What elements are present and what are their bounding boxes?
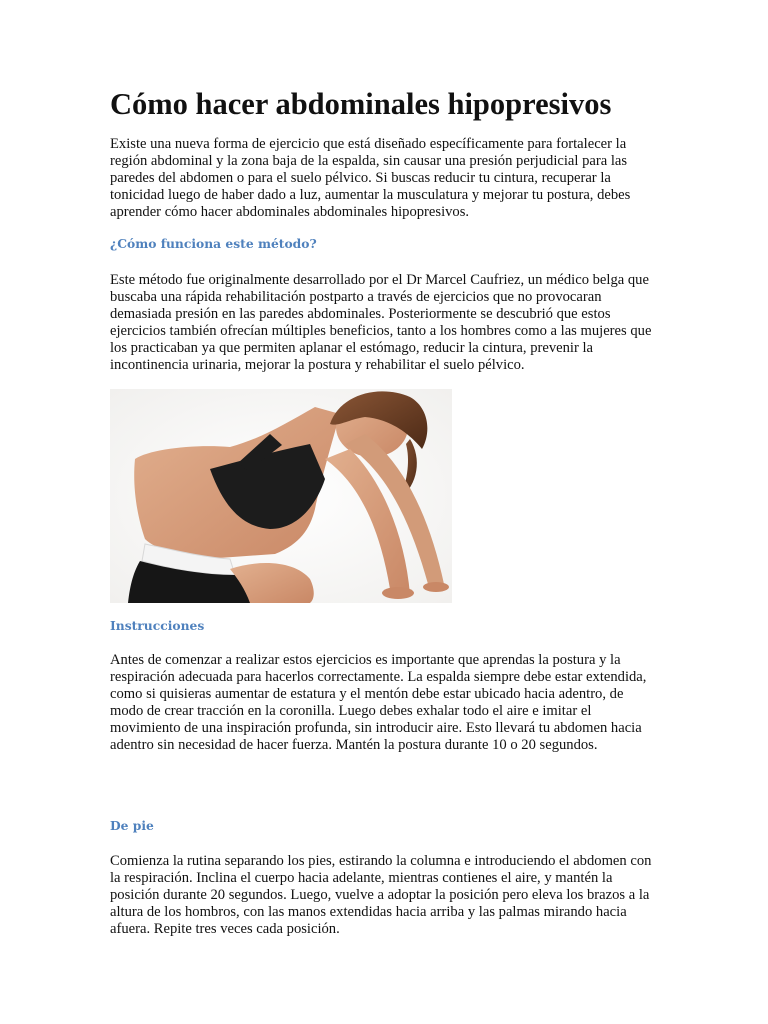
- section-heading-instrucciones: Instrucciones: [110, 618, 205, 633]
- section-body-como-funciona: Este método fue originalmente desarrollado por el Dr Marcel Caufriez, un médico belga que buscaba una rápida rehabilitación postparto a través de ejercicios que no provocaran demasiada presión en las paredes abdominales. Posteriormente se descubrió que estos ejercicios también ofrecían múltiples beneficios, tanto a los hombres como a las mujeres que los practicaban ya que permiten aplanar el estómago, reducir la cintura, prevenir la incontinencia urinaria, mejorar la postura y rehabilitar el suelo pélvico.: [110, 272, 652, 373]
- section-heading-como-funciona: ¿Cómo funciona este método?: [110, 236, 317, 251]
- exercise-photo: [110, 389, 452, 603]
- section-heading-de-pie: De pie: [110, 818, 154, 833]
- section-body-de-pie: Comienza la rutina separando los pies, estirando la columna e introduciendo el abdomen con la respiración. Inclina el cuerpo hacia adelante, mientras contienes el aire, y mantén la posición durante 20 segundos. Luego, vuelve a adoptar la posición pero eleva los brazos a la altura de los hombros, con las manos extendidas hacia arriba y las palmas mirando hacia afuera. Repite tres veces cada posición.: [110, 853, 652, 937]
- section-body-instrucciones: Antes de comenzar a realizar estos ejercicios es importante que aprendas la postura y la respiración adecuada para hacerlos correctamente. La espalda siempre debe estar extendida, como si quisieras aumentar de estatura y el mentón debe estar ubicado hacia adentro, de modo de crear tracción en la coronilla. Luego debes exhalar todo el aire e imitar el movimiento de una inspiración profunda, sin introducir aire. Esto llevará tu abdomen hacia adentro sin necesidad de hacer fuerza. Mantén la postura durante 10 o 20 segundos.: [110, 652, 647, 753]
- intro-paragraph: Existe una nueva forma de ejercicio que está diseñado específicamente para fortalecer la región abdominal y la zona baja de la espalda, sin causar una presión perjudicial para las paredes del abdomen o para el suelo pélvico. Si buscas reducir tu cintura, recuperar la tonicidad luego de haber dado a luz, aumentar la musculatura y mejorar tu postura, debes aprender cómo hacer abdominales abdominales hipopresivos.: [110, 136, 631, 220]
- article-title: Cómo hacer abdominales hipopresivos: [110, 87, 612, 121]
